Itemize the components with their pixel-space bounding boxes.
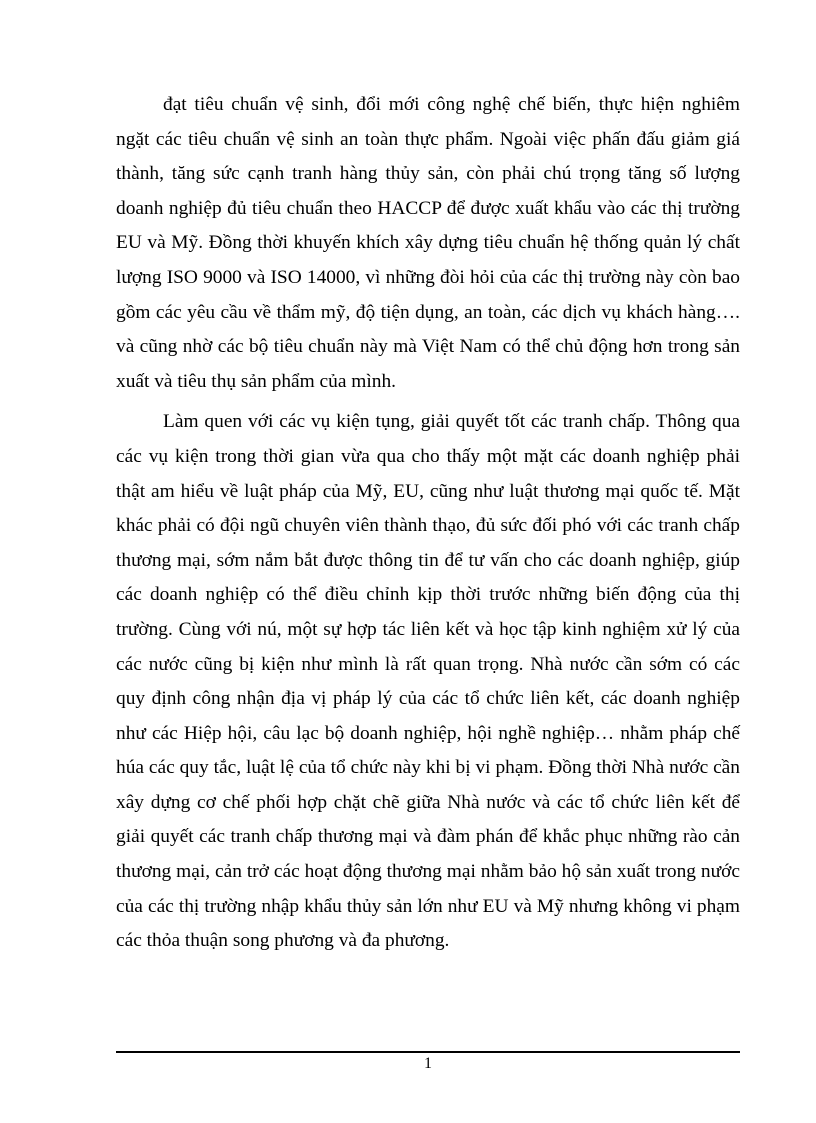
- page-number: 1: [424, 1055, 432, 1072]
- body-text: [116, 88, 740, 959]
- paragraph-1: đạt tiêu chuẩn vệ sinh, đổi mới công nghệ chế biến, thực hiện nghiêm ngặt các tiêu chuẩn vệ sinh an toàn thực phẩm. Ngoài việc phấn đấu giảm giá thành, tăng sức cạnh tranh hàng thủy sản, còn phải chú trọng tăng số lượng doanh nghiệp đủ tiêu chuẩn theo HACCP để được xuất khẩu vào các thị trường EU và Mỹ. Đồng thời khuyến khích xây dựng tiêu chuẩn hệ thống quản lý chất lượng ISO 9000 và ISO 14000, vì những đòi hỏi của các thị trường này còn bao gồm các yêu cầu về thẩm mỹ, độ tiện dụng, an toàn, các dịch vụ khách hàng…. và cũng nhờ các bộ tiêu chuẩn này mà Việt Nam có thể chủ động hơn trong sản xuất và tiêu thụ sản phẩm của mình.: [116, 94, 740, 392]
- paragraph-2: Làm quen với các vụ kiện tụng, giải quyết tốt các tranh chấp. Thông qua các vụ kiện trong thời gian vừa qua cho thấy một mặt các doanh nghiệp phải thật am hiểu về luật pháp của Mỹ, EU, cũng như luật thương mại quốc tế. Mặt khác phải có đội ngũ chuyên viên thành thạo, đủ sức đối phó với các tranh chấp thương mại, sớm nắm bắt được thông tin để tư vấn cho các doanh nghiệp, giúp các doanh nghiệp có thể điều chỉnh kịp thời trước những biến động của thị trường. Cùng với nú, một sự hợp tác liên kết và học tập kinh nghiệm xử lý của các nước cũng bị kiện như mình là rất quan trọng. Nhà nước cần sớm có các quy định công nhận địa vị pháp lý của các tổ chức liên kết, các doanh nghiệp như các Hiệp hội, câu lạc bộ doanh nghiệp, hội nghề nghiệp… nhằm pháp chế húa các quy tắc, luật lệ của tổ chức này khi bị vi phạm. Đồng thời Nhà nước cần xây dựng cơ chế phối hợp chặt chẽ giữa Nhà nước và các tổ chức liên kết để giải quyết các tranh chấp thương mại và đàm phán để khắc phục những rào cản thương mại, cản trở các hoạt động thương mại nhằm bảo hộ sản xuất trong nước của các thị trường nhập khẩu thủy sản lớn như EU và Mỹ nhưng không vi phạm các thỏa thuận song phương và đa phương.: [116, 411, 740, 952]
- footer-divider: [116, 1051, 740, 1053]
